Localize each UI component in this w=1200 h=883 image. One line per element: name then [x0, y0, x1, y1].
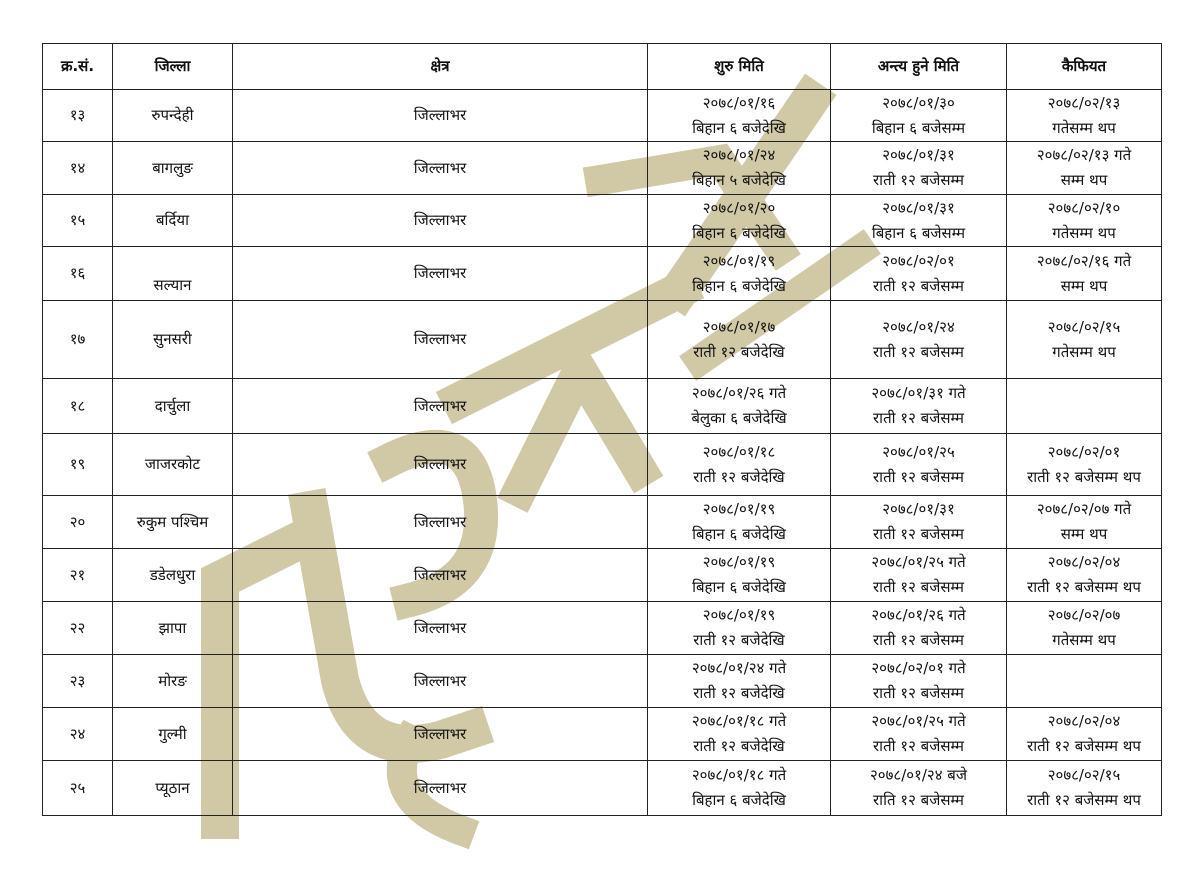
cell-sn: १७	[43, 301, 113, 379]
cell-district: गुल्मी	[113, 708, 233, 761]
table-row	[43, 496, 1162, 549]
cell-area: जिल्लाभर	[233, 761, 648, 816]
cell-remarks-line: राती १२ बजेसम्म थप	[1027, 467, 1141, 486]
cell-start-date	[648, 655, 831, 708]
table-row	[43, 90, 1162, 142]
cell-remarks	[1007, 434, 1162, 496]
table-row	[43, 655, 1162, 708]
cell-remarks-line: गतेसम्म थप	[1052, 223, 1116, 242]
cell-sn: २२	[43, 602, 113, 655]
cell-end-date-line: २०७८/०१/३१	[882, 500, 955, 518]
cell-end-date-line: राती १२ बजेसम्म	[873, 342, 964, 361]
cell-start-date-line: राती १२ बजेदेखि	[693, 467, 785, 486]
cell-start-date	[648, 301, 831, 379]
cell-end-date-line: २०७८/०२/०१ गते	[871, 659, 966, 677]
cell-end-date-line: बिहान ६ बजेसम्म	[871, 118, 966, 137]
cell-end-date	[831, 655, 1007, 708]
cell-start-date-line: २०७८/०१/१८ गते	[691, 766, 787, 784]
header-remarks: कैफियत	[1007, 44, 1162, 90]
cell-end-date-line: २०७८/०१/३१	[882, 146, 955, 164]
cell-remarks-line: गतेसम्म थप	[1052, 118, 1116, 137]
cell-remarks	[1007, 708, 1162, 761]
header-sn: क्र.सं.	[43, 44, 113, 90]
cell-remarks-line: २०७८/०२/०७	[1047, 606, 1121, 624]
cell-end-date-line: २०७८/०१/३०	[882, 93, 955, 112]
cell-sn: १८	[43, 379, 113, 434]
cell-end-date-line: राती १२ बजेसम्म	[873, 631, 964, 649]
cell-end-date	[831, 301, 1007, 379]
cell-end-date	[831, 602, 1007, 655]
cell-start-date-line: २०७८/०१/२४ गते	[691, 659, 787, 677]
cell-start-date-line: २०७८/०१/१८ गते	[691, 712, 787, 730]
cell-start-date-line: बिहान ६ बजेदेखि	[692, 276, 786, 295]
cell-remarks-line: २०७८/०२/१३	[1047, 93, 1121, 112]
cell-remarks	[1007, 549, 1162, 602]
cell-start-date-line: राती १२ बजेदेखि	[693, 737, 785, 755]
cell-remarks	[1007, 655, 1162, 708]
cell-start-date-line: २०७८/०१/१८	[702, 442, 776, 461]
cell-start-date	[648, 549, 831, 602]
cell-remarks-line: राती १२ बजेसम्म थप	[1027, 578, 1141, 596]
cell-start-date	[648, 496, 831, 549]
header-area: क्षेत्र	[233, 44, 648, 90]
cell-end-date	[831, 761, 1007, 816]
cell-end-date-line: २०७८/०१/२६ गते	[871, 606, 966, 624]
table-row	[43, 602, 1162, 655]
cell-area: जिल्लाभर	[233, 301, 648, 379]
cell-start-date-line: बिहान ५ बजेदेखि	[692, 171, 786, 189]
cell-start-date	[648, 195, 831, 247]
cell-area: जिल्लाभर	[233, 90, 648, 142]
table-row	[43, 301, 1162, 379]
cell-start-date-line: २०७८/०१/२६ गते	[691, 384, 787, 402]
cell-district: झापा	[113, 602, 233, 655]
cell-remarks-line: गतेसम्म थप	[1052, 342, 1116, 361]
cell-end-date	[831, 195, 1007, 247]
cell-end-date-line: २०७८/०१/३१	[882, 198, 955, 217]
cell-area: जिल्लाभर	[233, 142, 648, 195]
cell-remarks-line: २०७८/०२/१५	[1047, 766, 1121, 784]
cell-area: जिल्लाभर	[233, 655, 648, 708]
table-row	[43, 142, 1162, 195]
cell-end-date-line: २०७८/०१/२४ बजे	[870, 766, 967, 784]
table-row	[43, 761, 1162, 816]
cell-start-date-line: बिहान ६ बजेदेखि	[692, 525, 786, 543]
cell-area: जिल्लाभर	[233, 195, 648, 247]
cell-district: सल्यान	[113, 247, 233, 301]
cell-start-date-line: २०७८/०१/२०	[702, 198, 776, 217]
cell-sn: २१	[43, 549, 113, 602]
cell-sn: २४	[43, 708, 113, 761]
cell-area: जिल्लाभर	[233, 434, 648, 496]
cell-district: रुपन्देही	[113, 90, 233, 142]
cell-end-date	[831, 247, 1007, 301]
cell-end-date-line: राती १२ बजेसम्म	[873, 409, 964, 427]
cell-start-date-line: २०७८/०१/१७	[702, 317, 776, 336]
cell-end-date-line: राति १२ बजेसम्म	[873, 791, 964, 809]
table-row	[43, 195, 1162, 247]
cell-remarks	[1007, 761, 1162, 816]
cell-start-date-line: बिहान ६ बजेदेखि	[692, 223, 786, 242]
cell-remarks	[1007, 602, 1162, 655]
cell-start-date	[648, 761, 831, 816]
cell-remarks-line: २०७८/०२/१०	[1047, 198, 1121, 217]
cell-end-date-line: २०७८/०१/२५	[882, 442, 955, 461]
cell-start-date-line: २०७८/०१/१९	[702, 606, 776, 624]
cell-sn: १५	[43, 195, 113, 247]
cell-remarks-line: २०७८/०२/१३ गते	[1036, 146, 1132, 164]
cell-start-date-line: राती १२ बजेदेखि	[693, 684, 785, 702]
cell-end-date-line: राती १२ बजेसम्म	[873, 525, 964, 543]
cell-sn: १६	[43, 247, 113, 301]
cell-area: जिल्लाभर	[233, 549, 648, 602]
cell-end-date	[831, 549, 1007, 602]
cell-start-date	[648, 247, 831, 301]
cell-end-date-line: राती १२ बजेसम्म	[873, 737, 964, 755]
cell-remarks-line: २०७८/०२/१५	[1047, 317, 1121, 336]
table-row	[43, 708, 1162, 761]
cell-remarks-line: २०७८/०२/०७ गते	[1036, 500, 1132, 518]
header-end-date: अन्त्य हुने मिति	[831, 44, 1007, 90]
table-row	[43, 247, 1162, 301]
cell-end-date-line: राती १२ बजेसम्म	[873, 467, 964, 486]
cell-start-date-line: बेलुका ६ बजेदेखि	[691, 409, 787, 427]
table-row	[43, 379, 1162, 434]
header-district: जिल्ला	[113, 44, 233, 90]
cell-sn: १४	[43, 142, 113, 195]
cell-remarks	[1007, 142, 1162, 195]
cell-start-date	[648, 602, 831, 655]
cell-district: बागलुङ	[113, 142, 233, 195]
cell-remarks	[1007, 90, 1162, 142]
table-row	[43, 434, 1162, 496]
cell-remarks-line: सम्म थप	[1060, 171, 1108, 189]
cell-area: जिल्लाभर	[233, 379, 648, 434]
cell-end-date-line: राती १२ बजेसम्म	[873, 171, 964, 189]
cell-sn: १९	[43, 434, 113, 496]
cell-sn: २५	[43, 761, 113, 816]
cell-remarks	[1007, 379, 1162, 434]
cell-end-date-line: २०७८/०१/३१ गते	[871, 384, 966, 402]
cell-remarks-line: २०७८/०२/०४	[1047, 553, 1121, 571]
cell-district: मोरङ	[113, 655, 233, 708]
cell-end-date-line: २०७८/०१/२४	[882, 317, 955, 336]
cell-area: जिल्लाभर	[233, 496, 648, 549]
cell-start-date-line: २०७८/०१/२४	[702, 146, 776, 164]
cell-start-date-line: २०७८/०१/१९	[702, 500, 776, 518]
cell-district: डडेलधुरा	[113, 549, 233, 602]
cell-start-date-line: बिहान ६ बजेदेखि	[692, 791, 786, 809]
cell-end-date-line: राती १२ बजेसम्म	[873, 578, 964, 596]
cell-district: प्यूठान	[113, 761, 233, 816]
cell-area: जिल्लाभर	[233, 708, 648, 761]
cell-remarks-line: राती १२ बजेसम्म थप	[1027, 791, 1141, 809]
cell-sn: १३	[43, 90, 113, 142]
cell-start-date	[648, 434, 831, 496]
cell-remarks-line: राती १२ बजेसम्म थप	[1027, 737, 1141, 755]
cell-district: सुनसरी	[113, 301, 233, 379]
cell-start-date-line: बिहान ६ बजेदेखि	[692, 578, 786, 596]
cell-end-date-line: २०७८/०१/२५ गते	[871, 712, 966, 730]
cell-sn: २३	[43, 655, 113, 708]
cell-end-date	[831, 379, 1007, 434]
cell-end-date	[831, 90, 1007, 142]
cell-end-date-line: राती १२ बजेसम्म	[873, 276, 964, 295]
cell-district: बर्दिया	[113, 195, 233, 247]
table-body	[43, 90, 1162, 816]
cell-end-date	[831, 496, 1007, 549]
cell-start-date-line: २०७८/०१/१९	[702, 553, 776, 571]
cell-start-date	[648, 142, 831, 195]
cell-remarks	[1007, 195, 1162, 247]
cell-start-date	[648, 708, 831, 761]
cell-end-date-line: बिहान ६ बजेसम्म	[871, 223, 966, 242]
cell-end-date	[831, 142, 1007, 195]
cell-area: जिल्लाभर	[233, 602, 648, 655]
cell-remarks-line: गतेसम्म थप	[1052, 631, 1116, 649]
cell-end-date-line: राती १२ बजेसम्म	[873, 684, 964, 702]
cell-remarks	[1007, 301, 1162, 379]
cell-remarks	[1007, 247, 1162, 301]
cell-area: जिल्लाभर	[233, 247, 648, 301]
cell-remarks-line: सम्म थप	[1060, 525, 1108, 543]
cell-start-date	[648, 90, 831, 142]
header-start-date: शुरु मिति	[648, 44, 831, 90]
cell-start-date	[648, 379, 831, 434]
cell-district: जाजरकोट	[113, 434, 233, 496]
cell-remarks-line: २०७८/०२/०१	[1047, 442, 1121, 461]
cell-remarks-line: सम्म थप	[1060, 276, 1108, 295]
cell-start-date-line: बिहान ६ बजेदेखि	[692, 118, 786, 137]
cell-remarks	[1007, 496, 1162, 549]
schedule-table	[42, 43, 1162, 816]
cell-end-date	[831, 708, 1007, 761]
cell-start-date-line: राती १२ बजेदेखि	[693, 631, 785, 649]
cell-start-date-line: राती १२ बजेदेखि	[693, 342, 785, 361]
cell-start-date-line: २०७८/०१/१९	[702, 251, 776, 270]
cell-start-date-line: २०७८/०१/१६	[702, 93, 776, 112]
cell-remarks-line: २०७८/०२/१६ गते	[1036, 251, 1132, 270]
cell-sn: २०	[43, 496, 113, 549]
cell-remarks-line: २०७८/०२/०४	[1047, 712, 1121, 730]
cell-end-date	[831, 434, 1007, 496]
table-row	[43, 549, 1162, 602]
cell-end-date-line: २०७८/०२/०१	[882, 251, 955, 270]
cell-district: रुकुम पश्चिम	[113, 496, 233, 549]
cell-end-date-line: २०७८/०१/२५ गते	[871, 553, 966, 571]
table-header-row	[43, 44, 1162, 90]
cell-district: दार्चुला	[113, 379, 233, 434]
